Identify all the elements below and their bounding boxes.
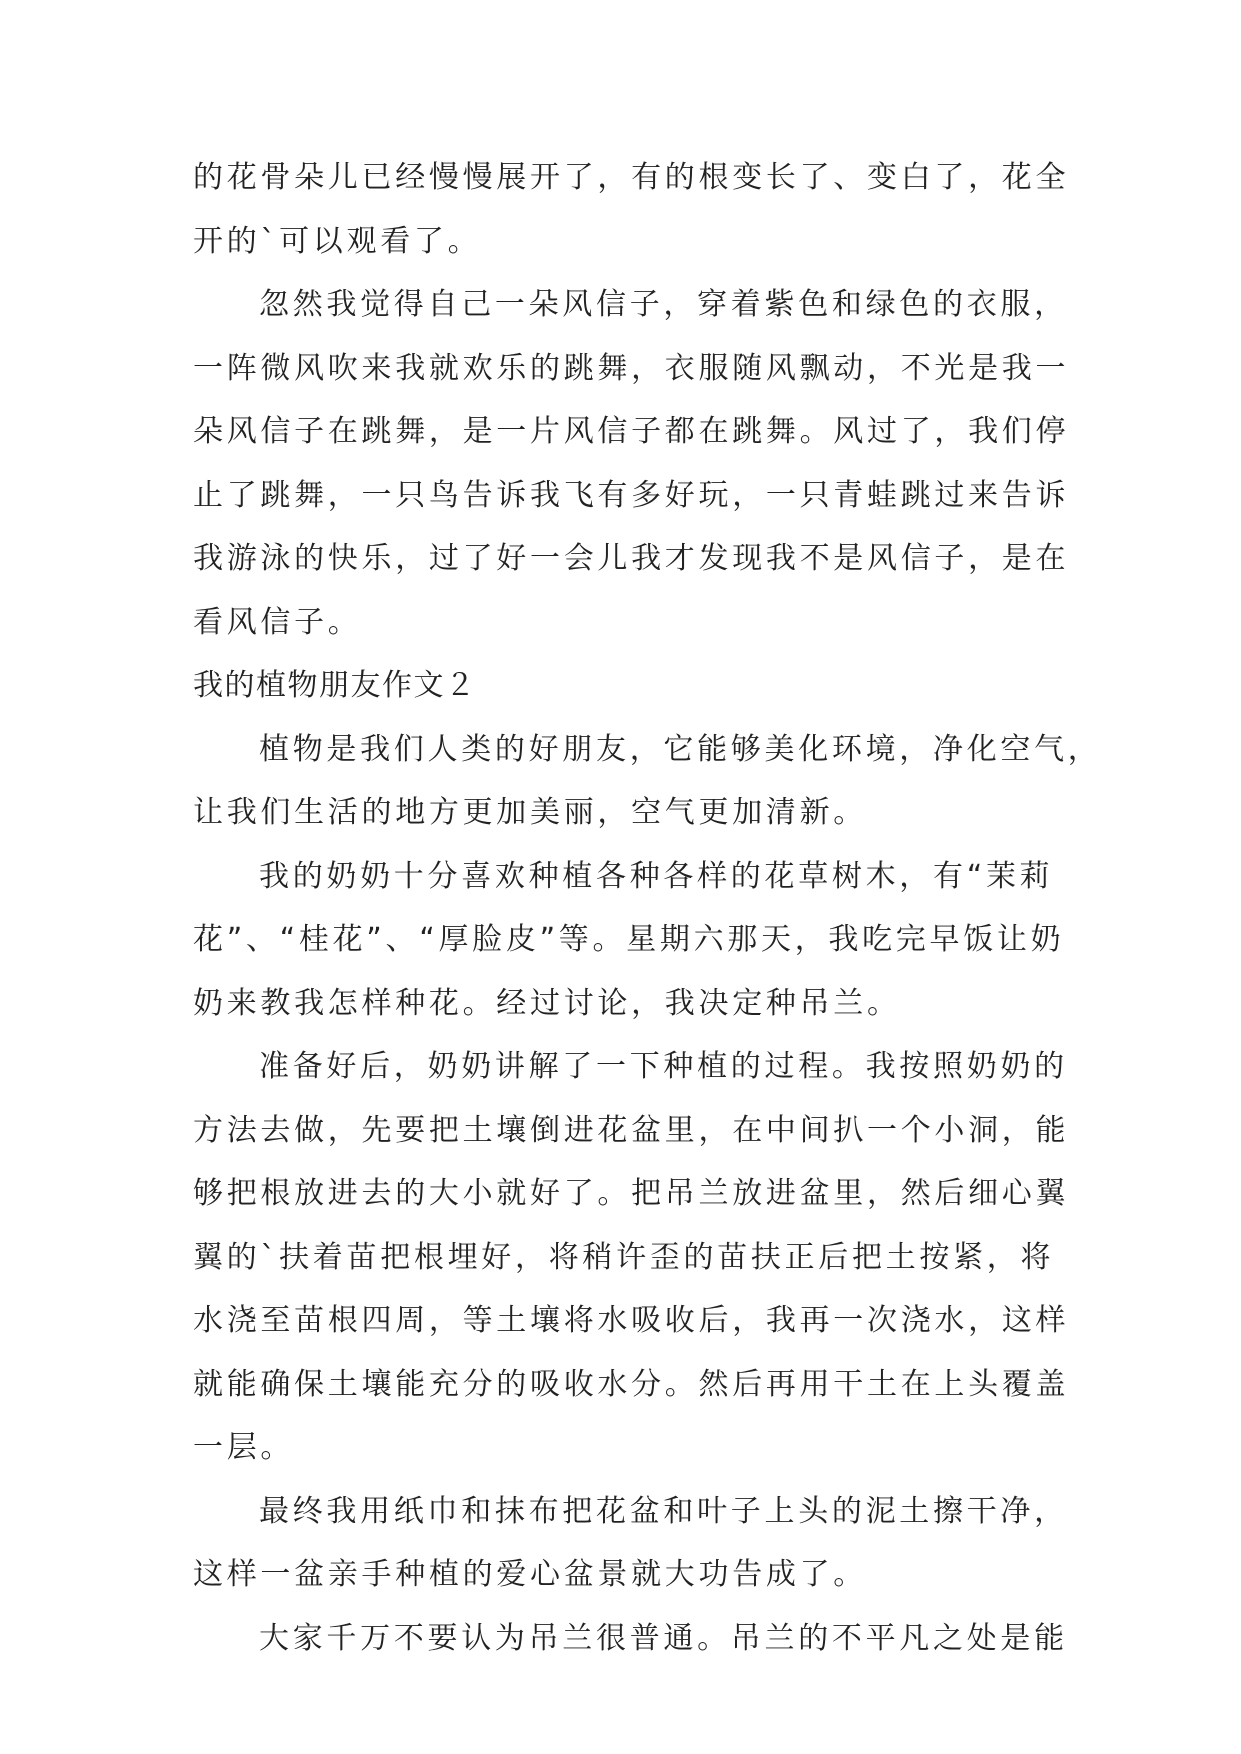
text-line: 开的`可以观看了。 <box>193 223 482 259</box>
text-line: 一层。 <box>193 1430 295 1465</box>
text-line: 看风信子。 <box>193 604 362 640</box>
text-line: 翼的`扶着苗把根埋好，将稍许歪的苗扶正后把土按紧，将 <box>193 1239 1055 1275</box>
text-line: 朵风信子在跳舞，是一片风信子都在跳舞。风过了，我们停 <box>193 414 1070 449</box>
text-line: 花”、“桂花”、“厚脸皮”等。星期六那天，我吃完早饭让奶 <box>193 922 1065 957</box>
essay-body <box>193 146 1102 1670</box>
text-line: 方法去做，先要把土壤倒进花盆里，在中间扒一个小洞，能 <box>193 1112 1070 1148</box>
paragraph-start-line: 忽然我觉得自己一朵风信子，穿着紫色和绿色的衣服， <box>259 287 1068 322</box>
text-line: 这样一盆亲手种植的爱心盆景就大功告成了。 <box>193 1557 867 1592</box>
text-line: 的花骨朵儿已经慢慢展开了，有的根变长了、变白了，花全 <box>193 160 1070 195</box>
text-line: 我游泳的快乐，过了好一会儿我才发现我不是风信子，是在 <box>193 541 1070 576</box>
text-line: 水浇至苗根四周，等土壤将水吸收后，我再一次浇水，这样 <box>193 1303 1070 1338</box>
essay-title: 我的植物朋友作文２ <box>193 668 477 703</box>
paragraph-start-line: 大家千万不要认为吊兰很普通。吊兰的不平凡之处是能 <box>259 1620 1068 1656</box>
paragraph-start-line: 我的奶奶十分喜欢种植各种各样的花草树木，有“茉莉 <box>259 858 1054 894</box>
paragraph-start-line: 植物是我们人类的好朋友，它能够美化环境，净化空气， <box>259 731 1102 767</box>
text-line: 够把根放进去的大小就好了。把吊兰放进盆里，然后细心翼 <box>193 1176 1070 1211</box>
paragraph-start-line: 最终我用纸巾和抹布把花盆和叶子上头的泥土擦干净， <box>259 1493 1068 1529</box>
text-line: 一阵微风吹来我就欢乐的跳舞，衣服随风飘动，不光是我一 <box>193 350 1070 386</box>
text-line: 止了跳舞，一只鸟告诉我飞有多好玩，一只青蛙跳过来告诉 <box>193 477 1070 513</box>
paragraph-start-line: 准备好后，奶奶讲解了一下种植的过程。我按照奶奶的 <box>259 1049 1068 1084</box>
text-line: 让我们生活的地方更加美丽，空气更加清新。 <box>193 795 867 830</box>
text-line: 奶来教我怎样种花。经过讨论，我决定种吊兰。 <box>193 985 901 1021</box>
text-line: 就能确保土壤能充分的吸收水分。然后再用干土在上头覆盖 <box>193 1366 1070 1402</box>
